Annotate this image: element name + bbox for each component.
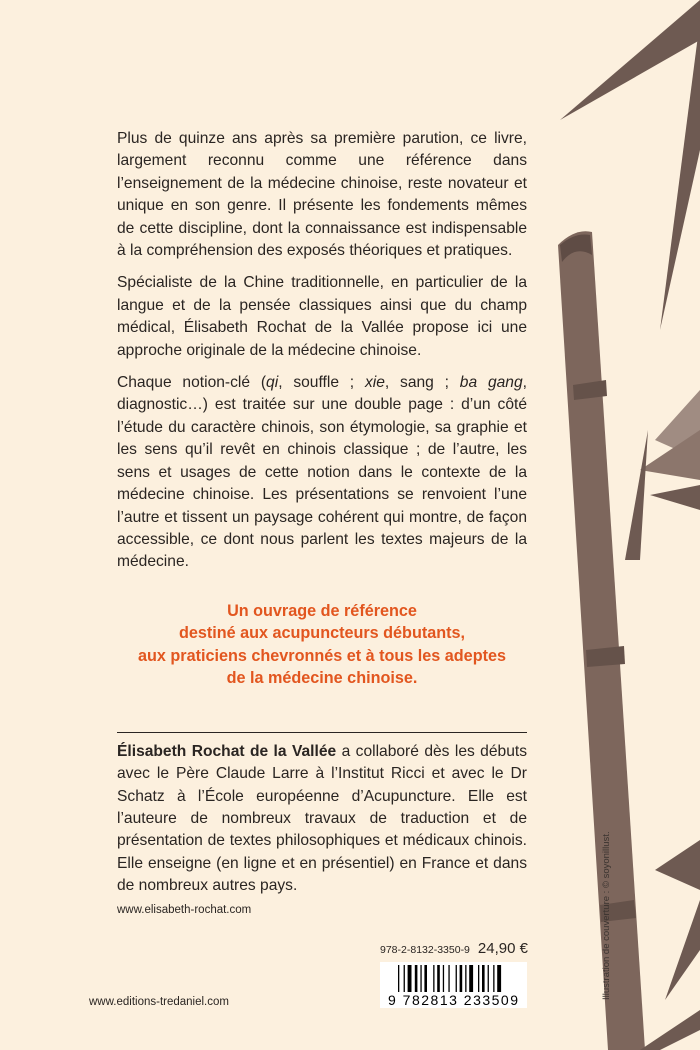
text: , diagnostic…) est traitée sur une double page : d’un côté l’étude du caractère chinois, son étymologie, sa graphie et les sens qu’il revêt en chinois classique ; de l’autre, les sens et usages de cette notion dans le contexte de la médecine chinoise. Les présentations se renvoient l’une l’autre et tissent un paysage cohérent qui montre, de façon accessible, ce dont nous parlent les textes majeurs de la médecine. <box>117 374 527 571</box>
tagline-line: destiné aux acupuncteurs débutants, <box>178 624 466 643</box>
bamboo-leaf <box>625 430 648 560</box>
bamboo-leaf <box>640 1010 700 1050</box>
author-paragraph: Spécialiste de la Chine traditionnelle, en particulier de la langue et de la pensée classiques ainsi que du champ médical, Élisabeth Rochat de la Vallée propose ici une approche originale de la médecine chinoise. <box>117 274 527 359</box>
barcode-bar <box>398 965 399 992</box>
author-name: Élisabeth Rochat de la Vallée <box>117 742 337 760</box>
barcode <box>380 962 527 1008</box>
barcode-bar <box>488 965 489 992</box>
intro-paragraph: Plus de quinze ans après sa première parution, ce livre, largement reconnu comme une référence dans l’enseignement de la médecine chinoise, reste novateur et unique en son genre. Il présente les fondements mêmes de cette discipline, dont la connaissance est indispensable à la compréhension des exposés théoriques et pratiques. <box>117 130 527 260</box>
tagline-line: Un ouvrage de référence <box>227 601 417 620</box>
price: 24,90 € <box>477 940 528 957</box>
barcode-bar <box>443 965 444 992</box>
concept-paragraph <box>117 372 527 574</box>
barcode-bar <box>469 965 473 992</box>
bio-text: a collaboré dès les débuts avec le Père Claude Larre à l’Institut Ricci et avec le Dr Schatz à l’École européenne d’Acupuncture. Elle est l’auteure de nombreux travaux de traduction et de présentation de textes philosophiques et médicaux chinois. Elle enseigne (en ligne et en présentiel) en France et dans de nombreux autres pays. <box>117 742 528 895</box>
text: , sang ; <box>384 374 460 392</box>
barcode-bar <box>448 965 449 992</box>
text: Chaque notion-clé ( <box>117 374 267 392</box>
barcode-bar <box>460 965 463 992</box>
barcode-bar <box>478 965 479 992</box>
term: xie <box>364 374 385 392</box>
text: , souffle ; <box>278 374 365 392</box>
tagline-line: aux praticiens chevronnés et à tous les adeptes <box>138 646 506 665</box>
author-website[interactable]: www.elisabeth-rochat.com <box>117 903 252 916</box>
barcode-bar <box>497 965 501 992</box>
barcode-bar <box>465 965 466 992</box>
barcode-bars <box>380 962 527 1008</box>
cover-credit: Illustration de couverture : © soyonillust. <box>601 831 612 1000</box>
barcode-bar <box>493 965 494 992</box>
back-cover-text <box>117 128 527 918</box>
barcode-bar <box>456 965 457 992</box>
bamboo-leaf <box>650 485 700 510</box>
term: qi <box>266 374 279 392</box>
barcode-bar <box>482 965 485 992</box>
publisher-website[interactable]: www.editions-tredaniel.com <box>89 996 229 1008</box>
bamboo-leaf <box>560 0 700 120</box>
barcode-bar <box>433 965 434 992</box>
author-bio <box>117 741 527 898</box>
barcode-bar <box>424 965 427 992</box>
barcode-bar <box>437 965 440 992</box>
divider <box>117 732 527 733</box>
tagline <box>117 600 527 690</box>
isbn-price-row <box>380 940 540 957</box>
barcode-digits: 9 782813 233509 <box>388 992 520 1008</box>
bamboo-leaf <box>660 20 700 330</box>
barcode-bar <box>420 965 421 992</box>
barcode-bar <box>404 965 405 992</box>
tagline-line: de la médecine chinoise. <box>226 669 418 688</box>
bamboo-leaf <box>655 840 700 890</box>
term: ba gang <box>459 374 523 392</box>
barcode-bar <box>415 965 418 992</box>
barcode-bar <box>408 965 412 992</box>
bamboo-leaf <box>665 900 700 1000</box>
isbn: 978-2-8132-3350-9 <box>380 944 470 956</box>
